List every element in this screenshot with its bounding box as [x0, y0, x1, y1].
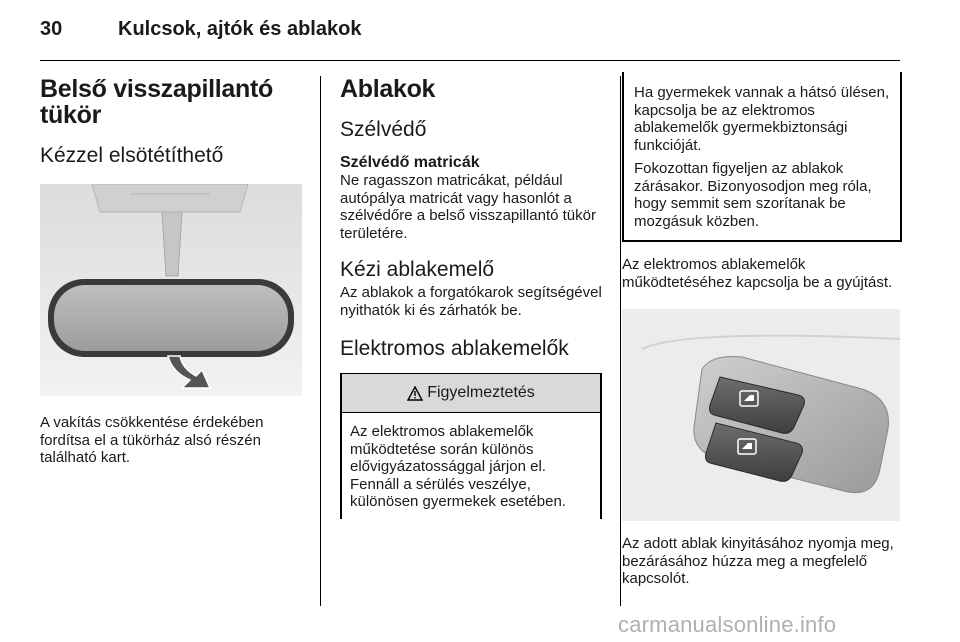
child-safety-note: Ha gyermekek vannak a hátsó ülésen, kapcsolja be az elektromos ablakemelők gyermekbiztonsági funkcióját.	[634, 84, 890, 154]
column-power-windows-cont	[622, 62, 902, 588]
subsection-title-power-windows: Elektromos ablakemelők	[340, 337, 569, 360]
subsection-title-windshield: Szélvédő	[340, 118, 427, 141]
mirror-illustration	[40, 184, 302, 396]
column-divider-1	[320, 76, 321, 606]
warning-box	[340, 373, 602, 519]
warning-header	[342, 374, 600, 413]
page-header	[40, 18, 900, 46]
rearview-mirror-icon	[40, 184, 302, 396]
section-title-mirror: Belső visszapillantó tükör	[40, 75, 273, 129]
column-mirror	[40, 62, 305, 467]
ignition-instruction: Az elektromos ablakemelők működtetéséhez kapcsolja be a gyújtást.	[622, 256, 893, 291]
header-divider	[40, 60, 900, 61]
manual-windows-text: Az ablakok a forgatókarok segítségével nyithatók ki és zárhatók be.	[340, 284, 602, 319]
heading-windshield-stickers: Szélvédő matricák	[340, 154, 480, 171]
closing-caution-note: Fokozottan figyeljen az ablakok zárásakor. Bizonyosodjon meg róla, hogy semmit sem szorítanak be mozgásuk közben.	[634, 160, 872, 230]
chapter-title: Kulcsok, ajtók és ablakok	[118, 18, 362, 40]
switch-instruction: Az adott ablak kinyitásához nyomja meg, bezárásához húzza meg a megfelelő kapcsolót.	[622, 535, 894, 587]
windshield-stickers-text: Ne ragasszon matricákat, például autópálya matricát vagy hasonlót a szélvédőre a belső visszapillantó tükör területére.	[340, 172, 596, 242]
column-windows	[340, 62, 605, 519]
section-title-windows: Ablakok	[340, 75, 436, 103]
subsection-title-manual-dimming: Kézzel elsötétíthető	[40, 144, 224, 167]
window-switches-illustration	[622, 309, 900, 521]
warning-text: Az elektromos ablakemelők működtetése során különös elővigyázatossággal járjon el. Fennáll a sérülés veszélye, különösen gyermekek esetében.	[350, 423, 566, 510]
warning-triangle-icon	[407, 386, 423, 401]
watermark: carmanualsonline.info	[618, 612, 837, 637]
child-safety-note-box	[622, 72, 902, 242]
mirror-caption: A vakítás csökkentése érdekében fordítsa el a tükörház alsó részén található kart.	[40, 414, 264, 466]
page-number: 30	[40, 18, 63, 40]
column-divider-2	[620, 76, 621, 606]
subsection-title-manual-windows: Kézi ablakemelő	[340, 258, 495, 281]
warning-label: Figyelmeztetés	[427, 384, 535, 401]
